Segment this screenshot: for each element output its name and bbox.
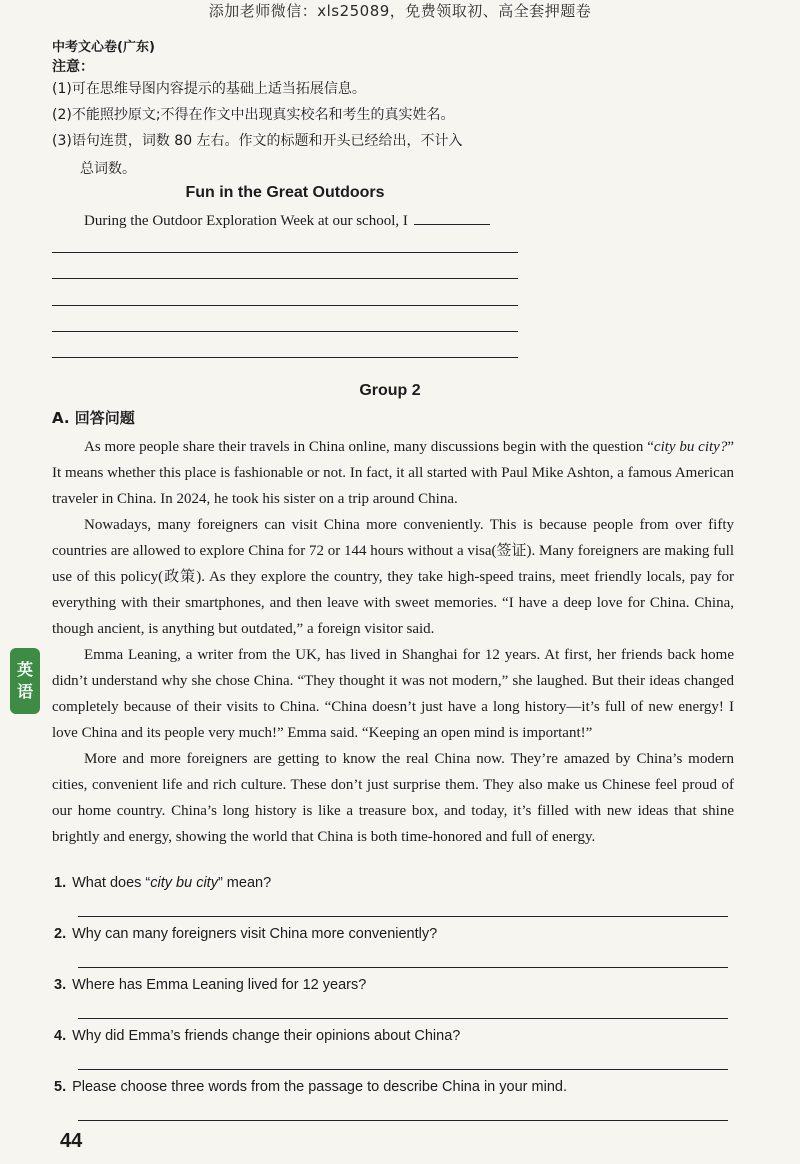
question-5 xyxy=(54,1079,567,1095)
question-4 xyxy=(54,1028,460,1044)
question-text: Why can many foreigners visit China more conveniently? xyxy=(72,926,438,942)
series-title: 中考文心卷(广东) xyxy=(52,40,155,55)
notes-heading: 注意： xyxy=(52,59,94,75)
essay-opening xyxy=(84,210,490,230)
answer-line-1[interactable] xyxy=(78,916,728,917)
essay-writing-line-4[interactable] xyxy=(52,331,518,332)
answer-line-2[interactable] xyxy=(78,967,728,968)
note-item-3: (3)语句连贯，词数 80 左右。作文的标题和开头已经给出，不计入 xyxy=(52,133,463,149)
question-number: 3. xyxy=(54,977,67,993)
essay-writing-line-2[interactable] xyxy=(52,278,518,279)
question-text: Where has Emma Leaning lived for 12 years? xyxy=(72,977,367,993)
group-title: Group 2 xyxy=(359,382,421,399)
question-text-end: ” mean? xyxy=(217,875,272,891)
passage-paragraph-4: More and more foreigners are getting to know the real China now. They’re amazed by China’s modern cities, convenient life and rich culture. These don’t just surprise them. They also make us Chinese feel proud of our home country. China’s long history is like a treasure box, and today, it’s filled with new ideas that shine brightly and energy, showing the world that China is both time-honored and full of energy. xyxy=(52,751,734,845)
question-number: 4. xyxy=(54,1028,67,1044)
side-tab-char-1: 英 xyxy=(16,660,33,679)
note-item-3-continued: 总词数。 xyxy=(80,161,136,177)
note-item-2: (2)不能照抄原文;不得在作文中出现真实校名和考生的真实姓名。 xyxy=(52,107,455,123)
question-1 xyxy=(54,875,271,891)
side-tab-char-2: 语 xyxy=(16,682,33,701)
top-watermark: 添加老师微信：xls25089，免费领取初、高全套押题卷 xyxy=(208,2,592,20)
question-text: Please choose three words from the passage to describe China in your mind. xyxy=(72,1079,567,1095)
essay-writing-line-5[interactable] xyxy=(52,357,518,358)
answer-line-5[interactable] xyxy=(78,1120,728,1121)
answer-line-3[interactable] xyxy=(78,1018,728,1019)
essay-writing-line-1[interactable] xyxy=(52,252,518,253)
section-a-heading: A. 回答问题 xyxy=(52,409,135,427)
passage-paragraph-2: Nowadays, many foreigners can visit China more conveniently. This is because people from over fifty countries are allowed to explore China for 72 or 144 hours without a visa(签证). Many foreigners are making full use of this policy(政策). As they explore the country, they take high-speed trains, meet friendly locals, pay for everything with their smartphones, and then leave with sweet memories. “I have a deep love for China. China, though ancient, is anything but outdated,” a foreign visitor said. xyxy=(52,517,734,637)
page-number: 44 xyxy=(60,1130,83,1152)
note-item-1: (1)可在思维导图内容提示的基础上适当拓展信息。 xyxy=(52,81,366,97)
question-3 xyxy=(54,977,366,993)
passage-paragraph-3: Emma Leaning, a writer from the UK, has lived in Shanghai for 12 years. At first, her friends back home didn’t understand why she chose China. “They thought it was not modern,” she laughed. But their ideas changed completely because of their visits to China. “China doesn’t just have a long history—it’s full of new energy! I love China and its people very much!” Emma said. “Keeping an open mind is important!” xyxy=(52,647,734,741)
essay-inline-blank[interactable] xyxy=(414,210,490,225)
passage-paragraph-1: As more people share their travels in China online, many discussions begin with the question “city bu city?” It means whether this place is fashionable or not. In fact, it all started with Paul Mike Ashton, a famous American traveler in China. In 2024, he took his sister on a trip around China. xyxy=(52,439,734,507)
question-text: Why did Emma’s friends change their opinions about China? xyxy=(72,1028,461,1044)
essay-title: Fun in the Great Outdoors xyxy=(185,184,385,201)
reading-passage xyxy=(52,434,734,850)
question-term: city bu city xyxy=(150,875,218,891)
question-number: 2. xyxy=(54,926,67,942)
subject-side-tab xyxy=(10,648,40,714)
answer-line-4[interactable] xyxy=(78,1069,728,1070)
question-number: 1. xyxy=(54,875,67,891)
essay-opening-text: During the Outdoor Exploration Week at our school, I xyxy=(84,213,408,229)
question-text: What does “ xyxy=(72,875,151,891)
question-number: 5. xyxy=(54,1079,67,1095)
essay-writing-line-3[interactable] xyxy=(52,305,518,306)
question-2 xyxy=(54,926,437,942)
